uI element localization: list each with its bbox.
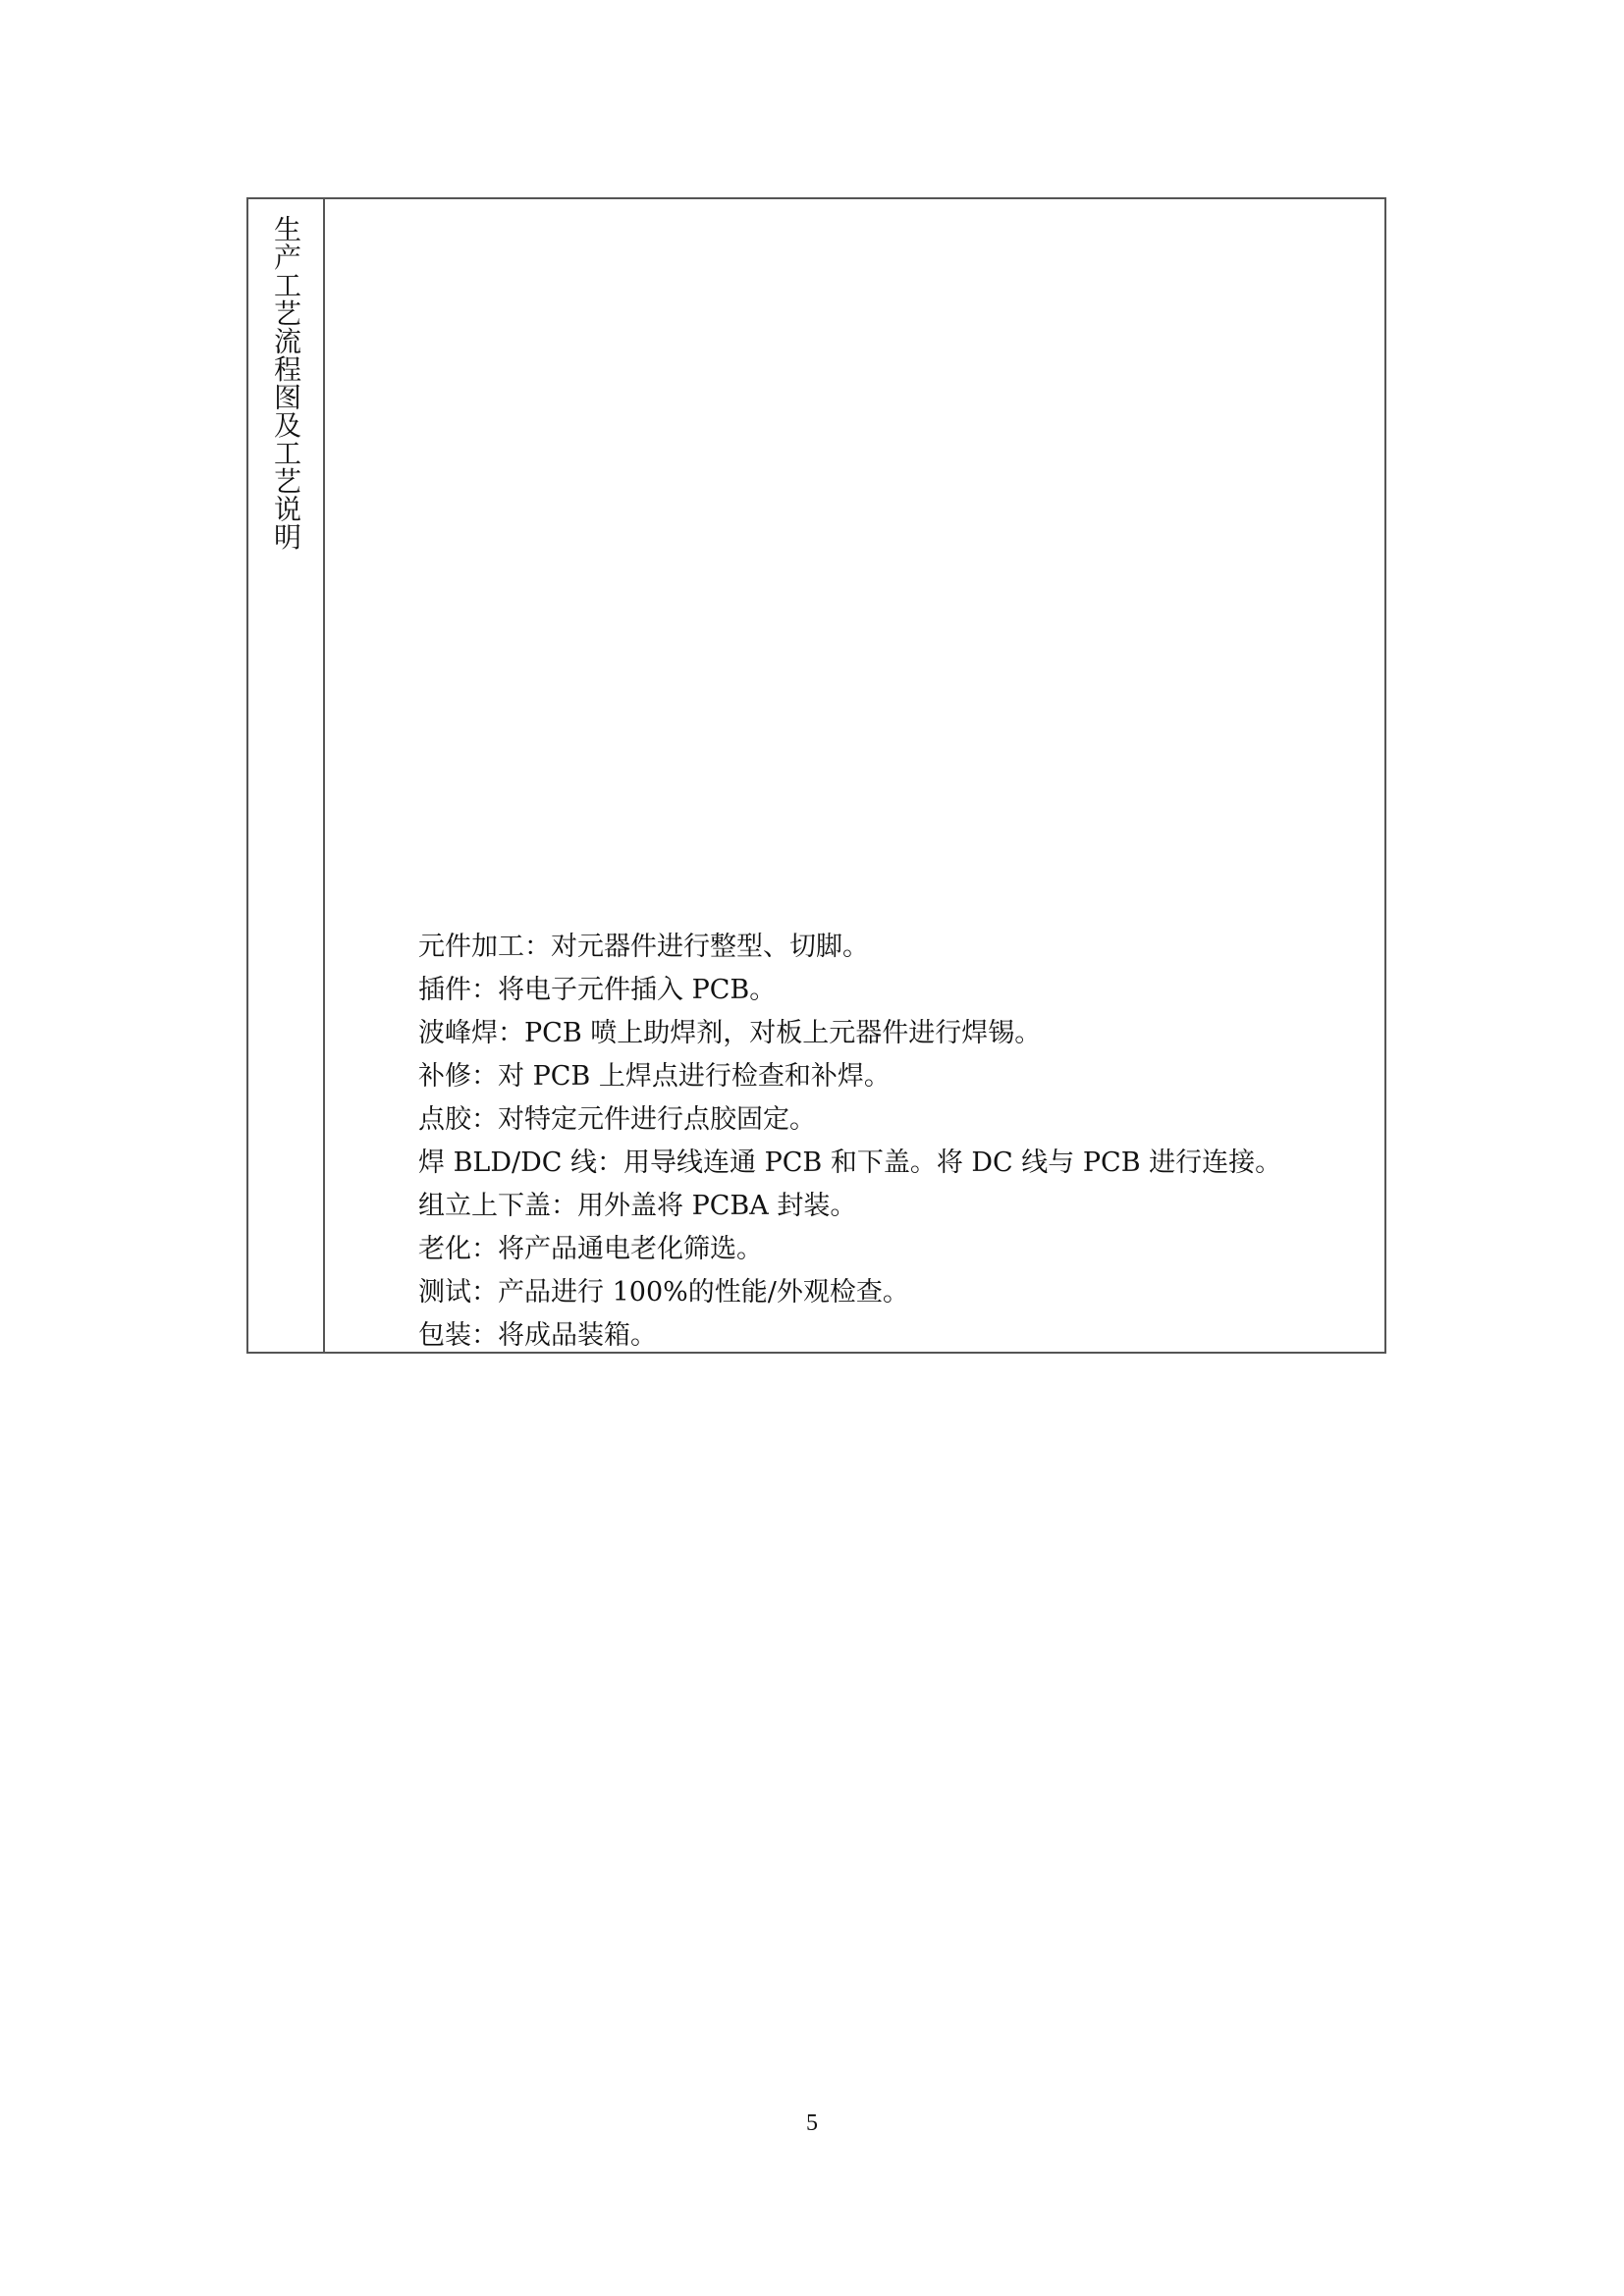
- process-step: 包装：将成品装箱。: [418, 1320, 657, 1351]
- process-step: 波峰焊：PCB 喷上助焊剂，对板上元器件进行焊锡。: [418, 1018, 1042, 1048]
- section-label-cell: [248, 199, 325, 1352]
- process-table: [246, 197, 1386, 1354]
- section-label: 生产工艺流程图及工艺说明: [270, 215, 302, 551]
- section-content-cell: [325, 199, 1384, 1352]
- process-step: 元件加工：对元器件进行整型、切脚。: [418, 932, 869, 962]
- process-step: 点胶：对特定元件进行点胶固定。: [418, 1104, 816, 1135]
- process-step: 组立上下盖：用外盖将 PCBA 封装。: [418, 1191, 857, 1221]
- page-number: 5: [806, 2110, 818, 2136]
- process-step: 插件：将电子元件插入 PCB。: [418, 975, 777, 1005]
- process-step: 测试：产品进行 100%的性能/外观检查。: [418, 1277, 909, 1308]
- process-step: 补修：对 PCB 上焊点进行检查和补焊。: [418, 1061, 891, 1092]
- process-step: 焊 BLD/DC 线：用导线连通 PCB 和下盖。将 DC 线与 PCB 进行连接。: [418, 1148, 1282, 1178]
- flowchart-area: [325, 199, 1384, 916]
- process-steps-list: [418, 926, 1365, 1358]
- process-step: 老化：将产品通电老化筛选。: [418, 1234, 763, 1264]
